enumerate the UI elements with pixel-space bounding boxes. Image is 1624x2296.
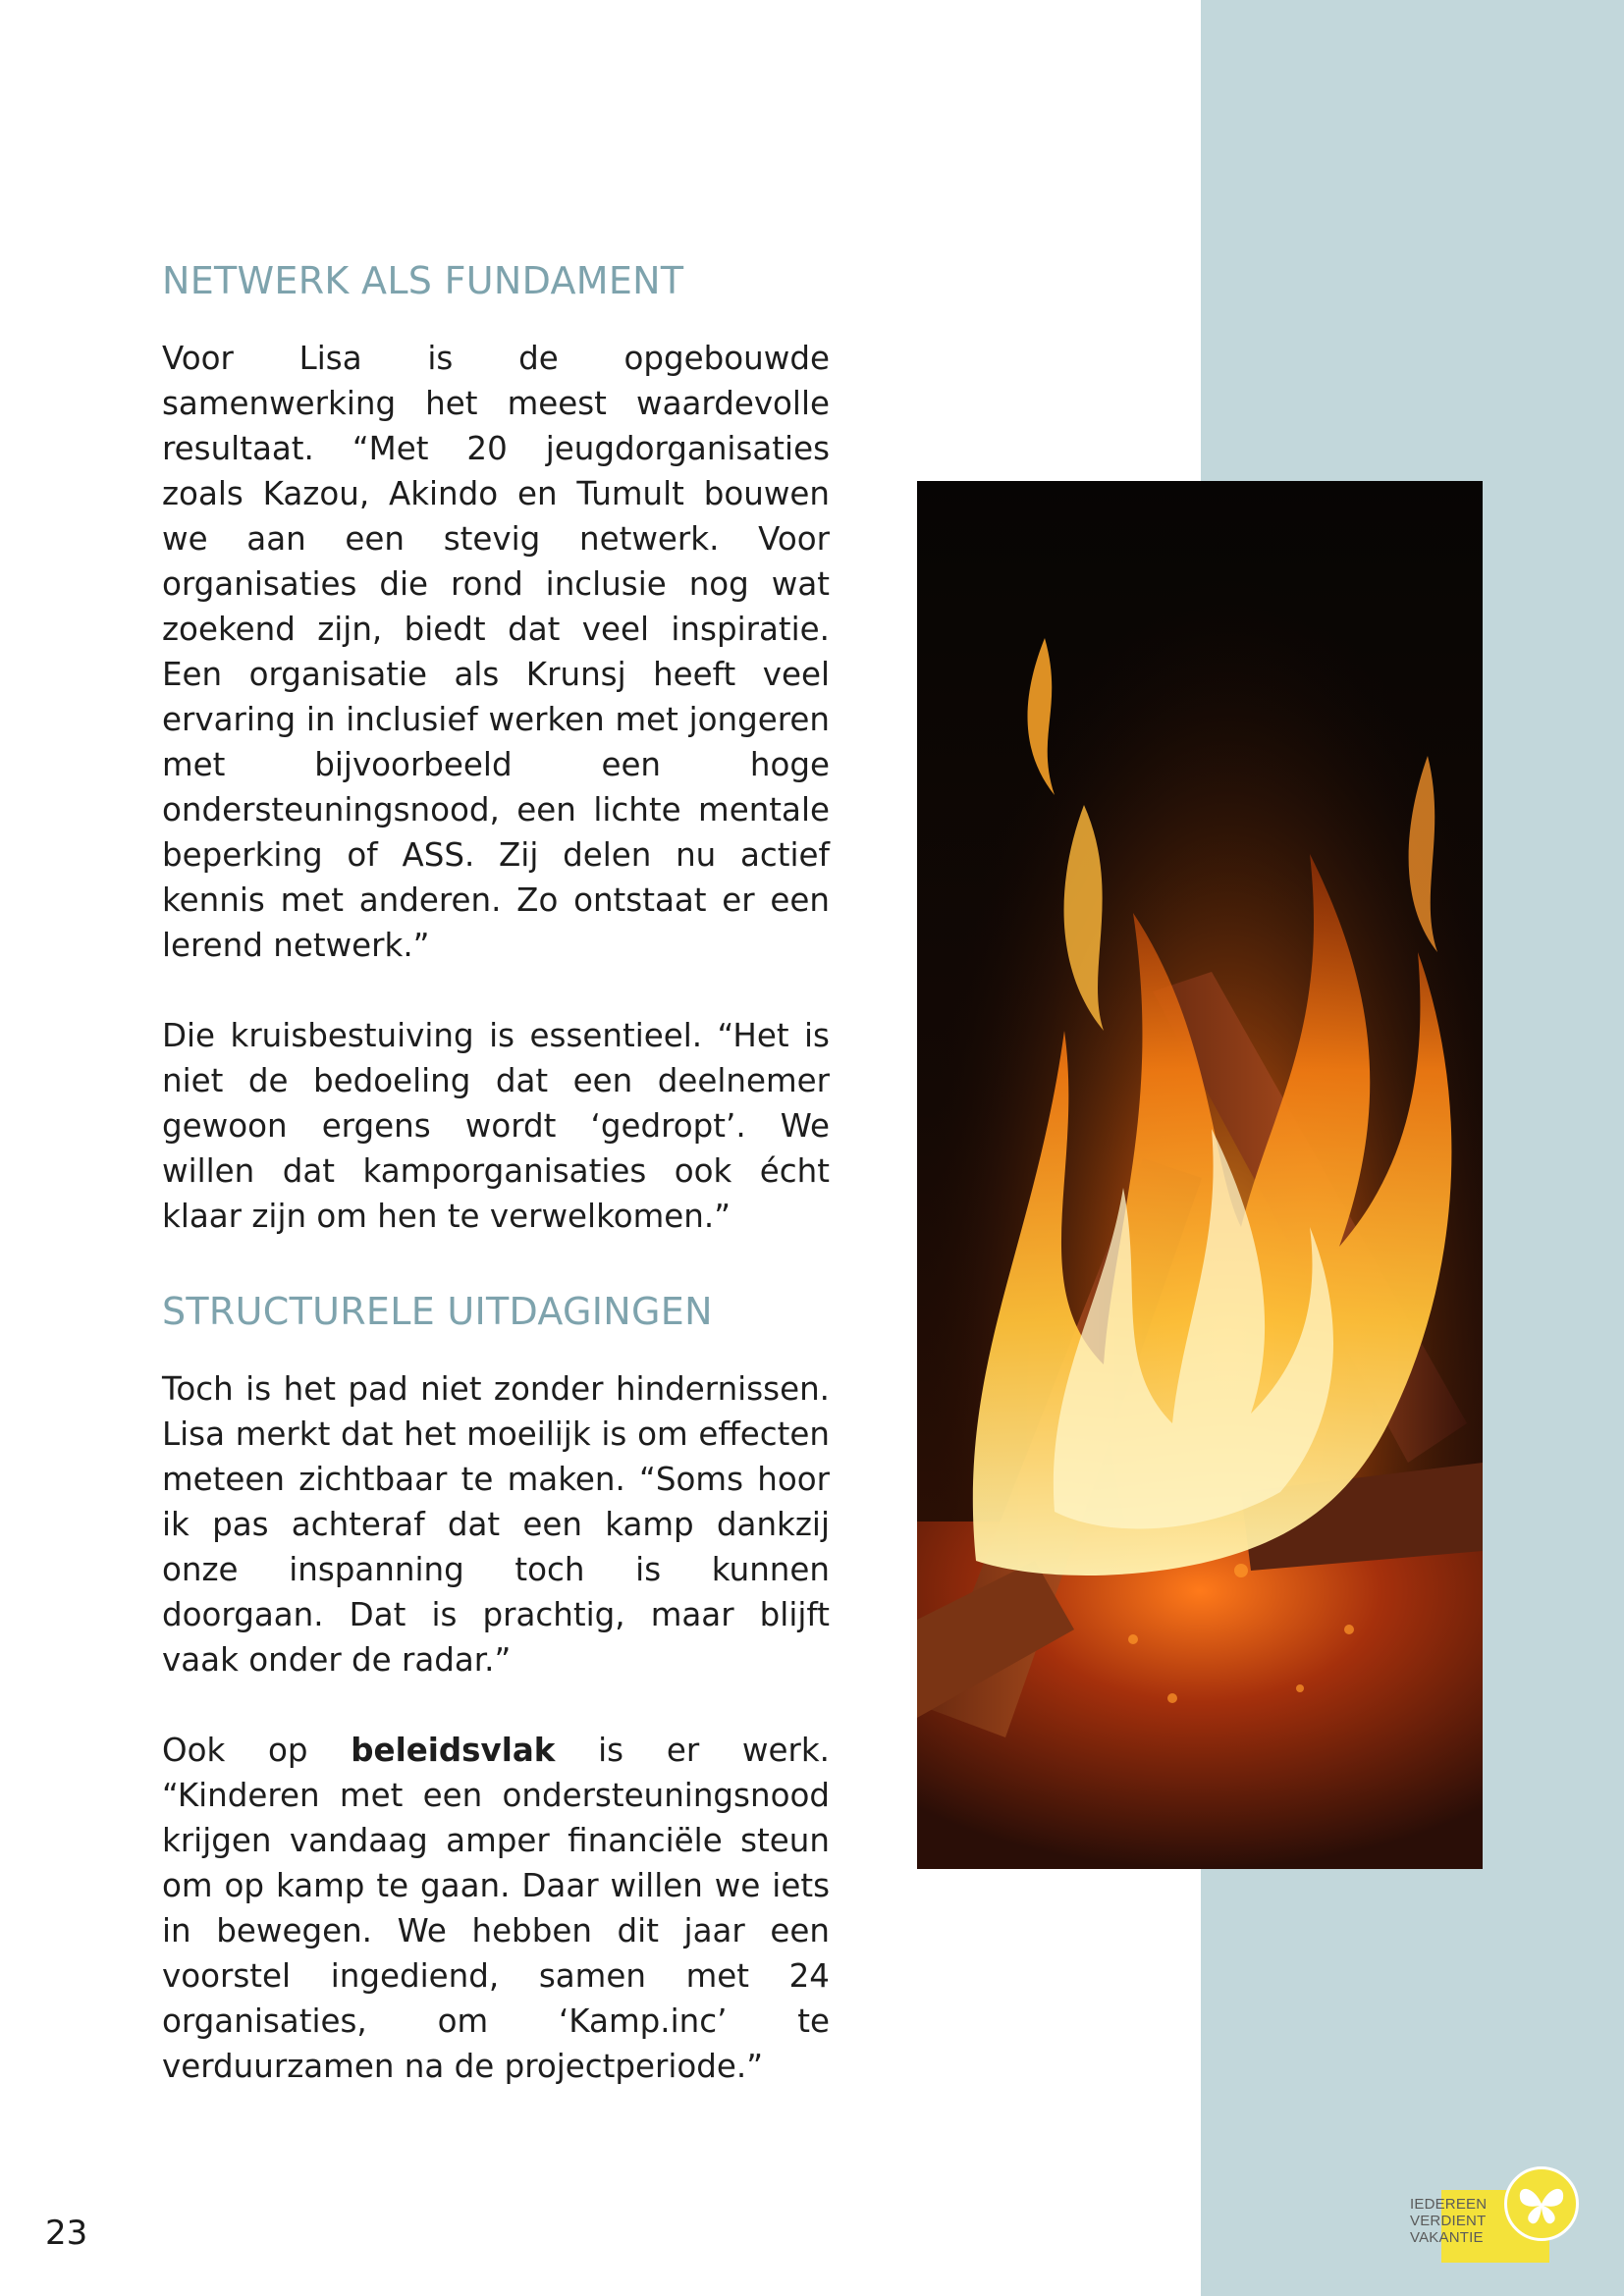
paragraph-network-1: Voor Lisa is de opgebouwde samenwerking het meest waardevolle resultaat. “Met 20 jeugdorganisaties zoals Kazou, Akindo en Tumult bouwen we aan een stevig netwerk. Voor organisaties die rond inclusie nog wat zoekend zijn, biedt dat veel inspiratie. Een organisatie als Krunsj heeft veel ervaring in inclusief werken met jongeren met bijvoorbeeld een hoge ondersteuningsnood, een lichte mentale beperking of ASS. Zij delen nu actief kennis met anderen. Zo ontstaat er een lerend netwerk.”	[162, 340, 830, 964]
bold-term: beleidsvlak	[351, 1732, 556, 1769]
paragraph-text-after: is er werk. “Kinderen met een ondersteuningsnood krijgen vandaag amper financiële steun om op kamp te gaan. Daar willen we iets in bewegen. We hebben dit jaar een voorstel ingediend, samen met 24 organisaties, om ‘Kamp.inc’ te verduurzamen na de projectperiode.”	[162, 1732, 831, 2085]
paragraph-challenges-1: Toch is het pad niet zonder hindernissen. Lisa merkt dat het moeilijk is om effecten meteen zichtbaar te maken. “Soms hoor ik pas achteraf dat een kamp dankzij onze inspanning toch is kunnen doorgaan. Dat is prachtig, maar blijft vaak onder de radar.”	[162, 1370, 830, 1679]
logo-line-2: VERDIENT	[1410, 2213, 1487, 2229]
logo-line-3: VAKANTIE	[1410, 2229, 1484, 2246]
section-heading-network: NETWERK ALS FUNDAMENT	[162, 259, 684, 302]
logo-text	[1410, 2196, 1487, 2246]
logo-line-1: IEDEREEN	[1410, 2196, 1488, 2213]
campfire-photo	[917, 481, 1483, 1869]
paragraph-text-before: Ook op	[162, 1732, 352, 1769]
page-number: 23	[45, 2214, 88, 2253]
iedereen-verdient-vakantie-logo	[1406, 2163, 1583, 2269]
butterfly-icon	[1514, 2178, 1569, 2229]
section-heading-challenges: STRUCTURELE UITDAGINGEN	[162, 1290, 713, 1333]
paragraph-challenges-2	[162, 1728, 830, 2089]
article-column	[162, 253, 830, 2134]
campfire-illustration	[917, 481, 1483, 1869]
paragraph-network-2: Die kruisbestuiving is essentieel. “Het is niet de bedoeling dat een deelnemer gewoon ergens wordt ‘gedropt’. We willen dat kamporganisaties ook écht klaar zijn om hen te verwelkomen.”	[162, 1017, 830, 1235]
